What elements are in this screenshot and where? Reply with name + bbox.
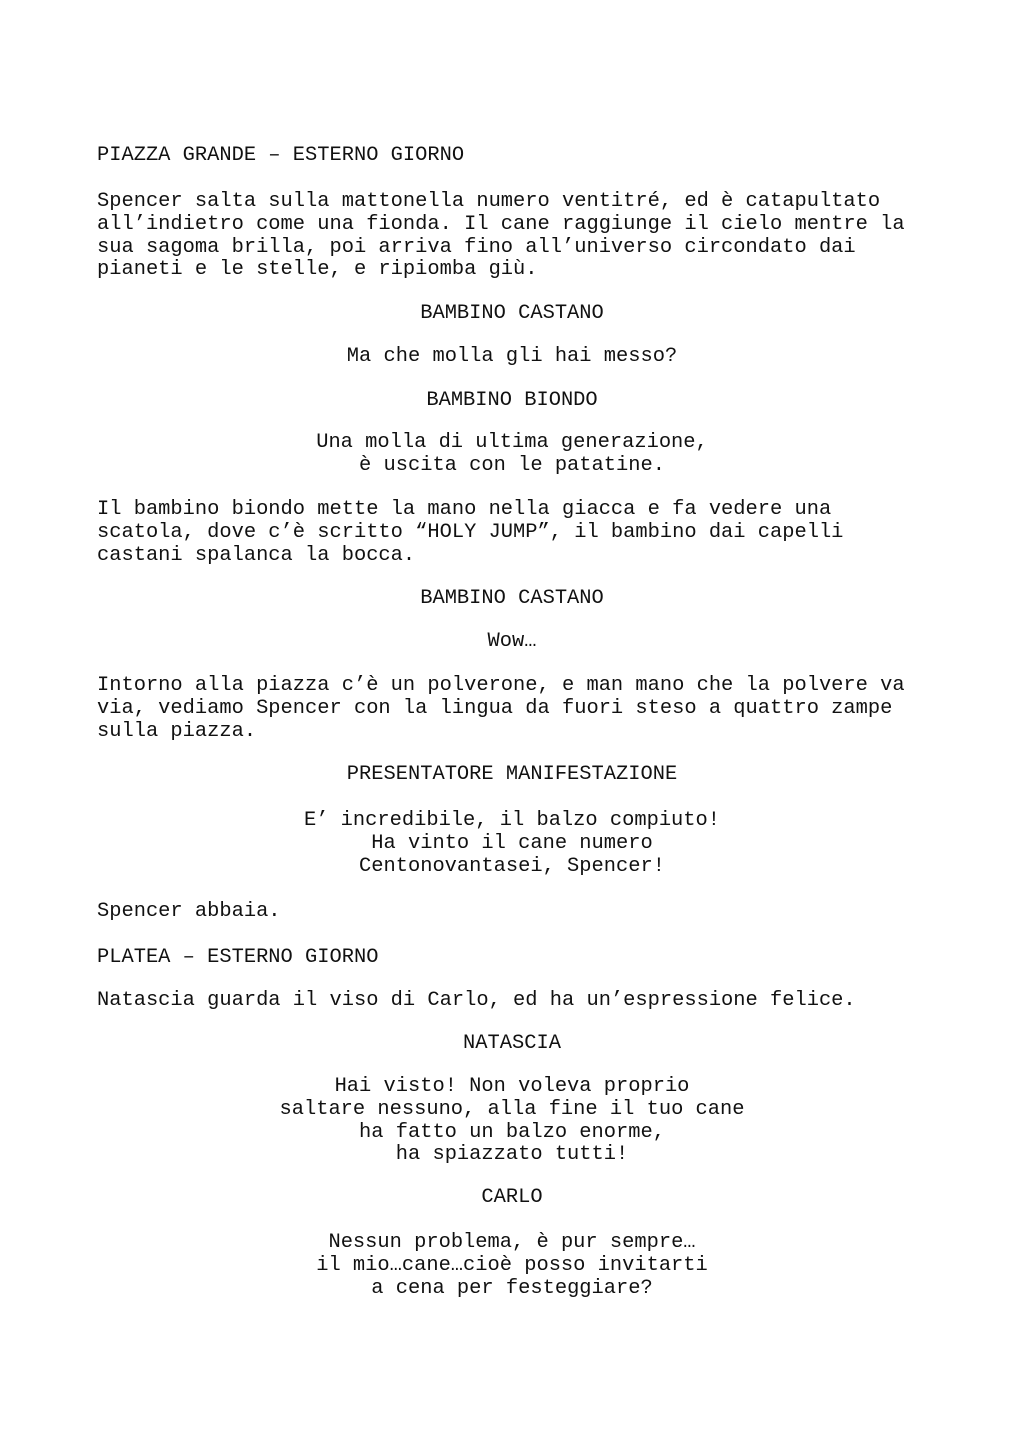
dialogue: Una molla di ultima generazione, è uscita con le patatine. bbox=[316, 431, 708, 477]
dialogue: Hai visto! Non voleva proprio saltare nessuno, alla fine il tuo cane ha fatto un balzo enorme, ha spiazzato tutti! bbox=[279, 1075, 745, 1167]
action-paragraph: Il bambino biondo mette la mano nella giacca e fa vedere una scatola, dove c’è scritto “HOLY JUMP”, il bambino dai capelli castani spalanca la bocca. bbox=[97, 498, 844, 567]
action-paragraph: Intorno alla piazza c’è un polverone, e man mano che la polvere va via, vediamo Spencer con la lingua da fuori steso a quattro zampe sulla piazza. bbox=[97, 674, 905, 743]
character-name: BAMBINO CASTANO bbox=[420, 587, 604, 610]
dialogue: Ma che molla gli hai messo? bbox=[346, 345, 678, 368]
character-name: PRESENTATORE MANIFESTAZIONE bbox=[346, 763, 678, 786]
scene-heading: PIAZZA GRANDE – ESTERNO GIORNO bbox=[97, 144, 465, 167]
dialogue: E’ incredibile, il balzo compiuto! Ha vinto il cane numero Centonovantasei, Spencer! bbox=[303, 809, 721, 878]
action-paragraph: Spencer salta sulla mattonella numero ventitré, ed è catapultato all’indietro come una fionda. Il cane raggiunge il cielo mentre la sua sagoma brilla, poi arriva fino all’universo circondato dai pianeti e le stelle, e ripiomba giù. bbox=[97, 190, 905, 282]
action-paragraph: Natascia guarda il viso di Carlo, ed ha un’espressione felice. bbox=[97, 989, 856, 1012]
character-name: NATASCIA bbox=[463, 1032, 561, 1055]
action-paragraph: Spencer abbaia. bbox=[97, 900, 281, 923]
scene-heading: PLATEA – ESTERNO GIORNO bbox=[97, 946, 379, 969]
character-name: BAMBINO BIONDO bbox=[426, 389, 598, 412]
dialogue: Nessun problema, è pur sempre… il mio…cane…cioè posso invitarti a cena per festeggiare? bbox=[316, 1231, 708, 1300]
dialogue: Wow… bbox=[487, 630, 537, 653]
character-name: BAMBINO CASTANO bbox=[420, 302, 604, 325]
character-name: CARLO bbox=[481, 1186, 543, 1209]
